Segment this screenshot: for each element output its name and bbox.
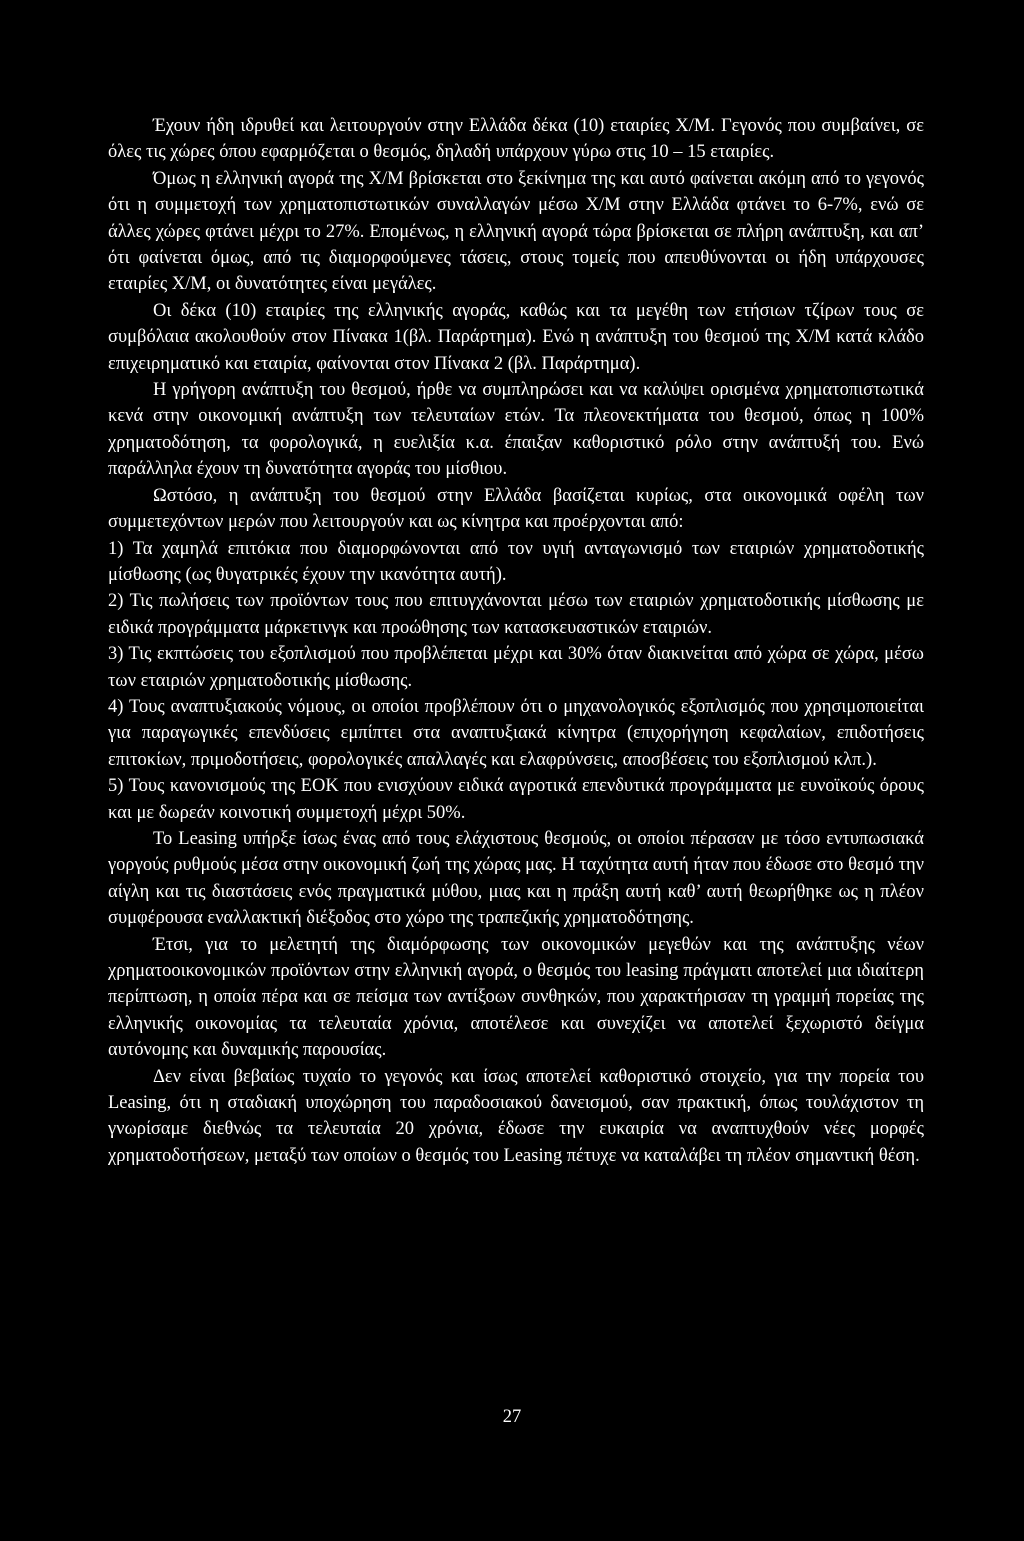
document-body	[108, 113, 924, 1169]
paragraph-table-references: Οι δέκα (10) εταιρίες της ελληνικής αγοράς, καθώς και τα μεγέθη των ετήσιων τζίρων τους σε συμβόλαια ακολουθούν στον Πίνακα 1(βλ. Παράρτημα). Ενώ η ανάπτυξη του θεσμού της Χ/Μ κατά κλάδο επιχειρηματικό και εταιρία, φαίνονται στον Πίνακα 2 (βλ. Παράρτημα).	[108, 300, 924, 374]
paragraph-leasing-institution: Το Leasing υπήρξε ίσως ένας από τους ελάχιστους θεσμούς, οι οποίοι πέρασαν με τόσο εντυπωσιακά γοργούς ρυθμούς μέσα στην οικονομική ζωή της χώρας μας. Η ταχύτητα αυτή ήταν που έδωσε στο θεσμό την αίγλη και τις διαστάσεις ενός πραγματικά μύθου, μιας και η πράξη αυτή καθ’ αυτή θεωρήθηκε ως η πλέον συμφέρουσα εναλλακτική διέξοδος στο χώρο της τραπεζικής χρηματοδότησης.	[108, 828, 924, 929]
list-item-equipment-discounts: 3) Τις εκπτώσεις του εξοπλισμού που προβλέπεται μέχρι και 30% όταν διακινείται από χώρα σε χώρα, μέσω των εταιριών χρηματοδοτικής μίσθωσης.	[108, 644, 924, 691]
list-item-development-laws: 4) Τους αναπτυξιακούς νόμους, οι οποίοι προβλέπουν ότι ο μηχανολογικός εξοπλισμός που χρησιμοποιείται για παραγωγικές επενδύσεις εμπίπτει στα αναπτυξιακά κίνητρα (επιχορήγηση κεφαλαίων, επιδοτήσεις επιτοκίων, πριμοδοτήσεις, φορολογικές απαλλαγές και ελαφρύνσεις, αποσβέσεις του εξοπλισμού κλπ.).	[108, 696, 924, 770]
paragraph-rapid-growth: Η γρήγορη ανάπτυξη του θεσμού, ήρθε να συμπληρώσει και να καλύψει ορισμένα χρηματοπιστωτικά κενά στην οικονομική ανάπτυξη των τελευταίων ετών. Τα πλεονεκτήματα του θεσμού, όπως η 100% χρηματοδότηση, τα φορολογικά, η ευελιξία κ.α. έπαιξαν καθοριστικό ρόλο στην ανάπτυξή του. Ενώ παράλληλα έχουν τη δυνατότητα αγοράς του μίσθιου.	[108, 380, 924, 480]
paragraph-companies-count: Έχουν ήδη ιδρυθεί και λειτουργούν στην Ελλάδα δέκα (10) εταιρίες Χ/Μ. Γεγονός που συμβαίνει, σε όλες τις χώρες όπου εφαρμόζεται ο θεσμός, δηλαδή υπάρχουν γύρω στις 10 – 15 εταιρίες.	[108, 116, 924, 163]
paragraph-leasing-course: Δεν είναι βεβαίως τυχαίο το γεγονός και ίσως αποτελεί καθοριστικό στοιχείο, για την πορεία του Leasing, ότι η σταδιακή υποχώρηση του παραδοσιακού δανεισμού, σαν πρακτική, όπως τουλάχιστον τη γνωρίσαμε διεθνώς τα τελευταία 20 χρόνια, έδωσε την ευκαιρία να αναπτυχθούν νέες μορφές χρηματοδοτήσεων, μεταξύ των οποίων ο θεσμός του Leasing πέτυχε να καταλάβει τη πλέον σημαντική θέση.	[108, 1066, 924, 1166]
paragraph-market-stage: Όμως η ελληνική αγορά της Χ/Μ βρίσκεται στο ξεκίνημα της και αυτό φαίνεται ακόμη από το γεγονός ότι η συμμετοχή των χρηματοπιστωτικών συναλλαγών μέσω Χ/Μ στην Ελλάδα φτάνει το 6-7%, ενώ σε άλλες χώρες φτάνει μέχρι το 27%. Επομένως, η ελληνική αγορά τώρα βρίσκεται σε πλήρη ανάπτυξη, και απ’ ότι φαίνεται όμως, από τις διαμορφούμενες τάσεις, στους τομείς που απευθύνονται οι ήδη υπάρχουσες εταιρίες Χ/Μ, οι δυνατότητες είναι μεγάλες.	[108, 168, 924, 295]
paragraph-economic-benefits: Ωστόσο, η ανάπτυξη του θεσμού στην Ελλάδα βασίζεται κυρίως, στα οικονομικά οφέλη των συμμετεχόντων μερών που λειτουργούν και ως κίνητρα και προέρχονται από:	[108, 485, 924, 533]
list-item-product-sales: 2) Τις πωλήσεις των προϊόντων τους που επιτυγχάνονται μέσω των εταιριών χρηματοδοτικής μίσθωσης με ειδικά προγράμματα μάρκετινγκ και προώθησης των κατασκευαστικών εταιριών.	[108, 591, 924, 638]
paragraph-leasing-special-case: Έτσι, για το μελετητή της διαμόρφωσης των οικονομικών μεγεθών και της ανάπτυξης νέων χρηματοοικονομικών προϊόντων στην ελληνική αγορά, ο θεσμός του leasing πράγματι αποτελεί μια ιδιαίτερη περίπτωση, η οποία πέρα και σε πείσμα των αντίξοων συνθηκών, που χαρακτήρισαν τη γραμμή πορείας της ελληνικής οικονομίας τα τελευταία χρόνια, αποτέλεσε και συνεχίζει να αποτελεί ξεχωριστό δείγμα αυτόνομης και δυναμικής παρουσίας.	[108, 934, 924, 1061]
list-item-eec-regulations: 5) Τους κανονισμούς της ΕΟΚ που ενισχύουν ειδικά αγροτικά επενδυτικά προγράμματα με ευνοϊκούς όρους και με δωρεάν κοινοτική συμμετοχή μέχρι 50%.	[108, 776, 924, 823]
list-item-low-interest: 1) Τα χαμηλά επιτόκια που διαμορφώνονται από τον υγιή ανταγωνισμό των εταιριών χρηματοδοτικής μίσθωσης (ως θυγατρικές έχουν την ικανότητα αυτή).	[108, 538, 924, 585]
page-number: 27	[502, 1407, 522, 1427]
